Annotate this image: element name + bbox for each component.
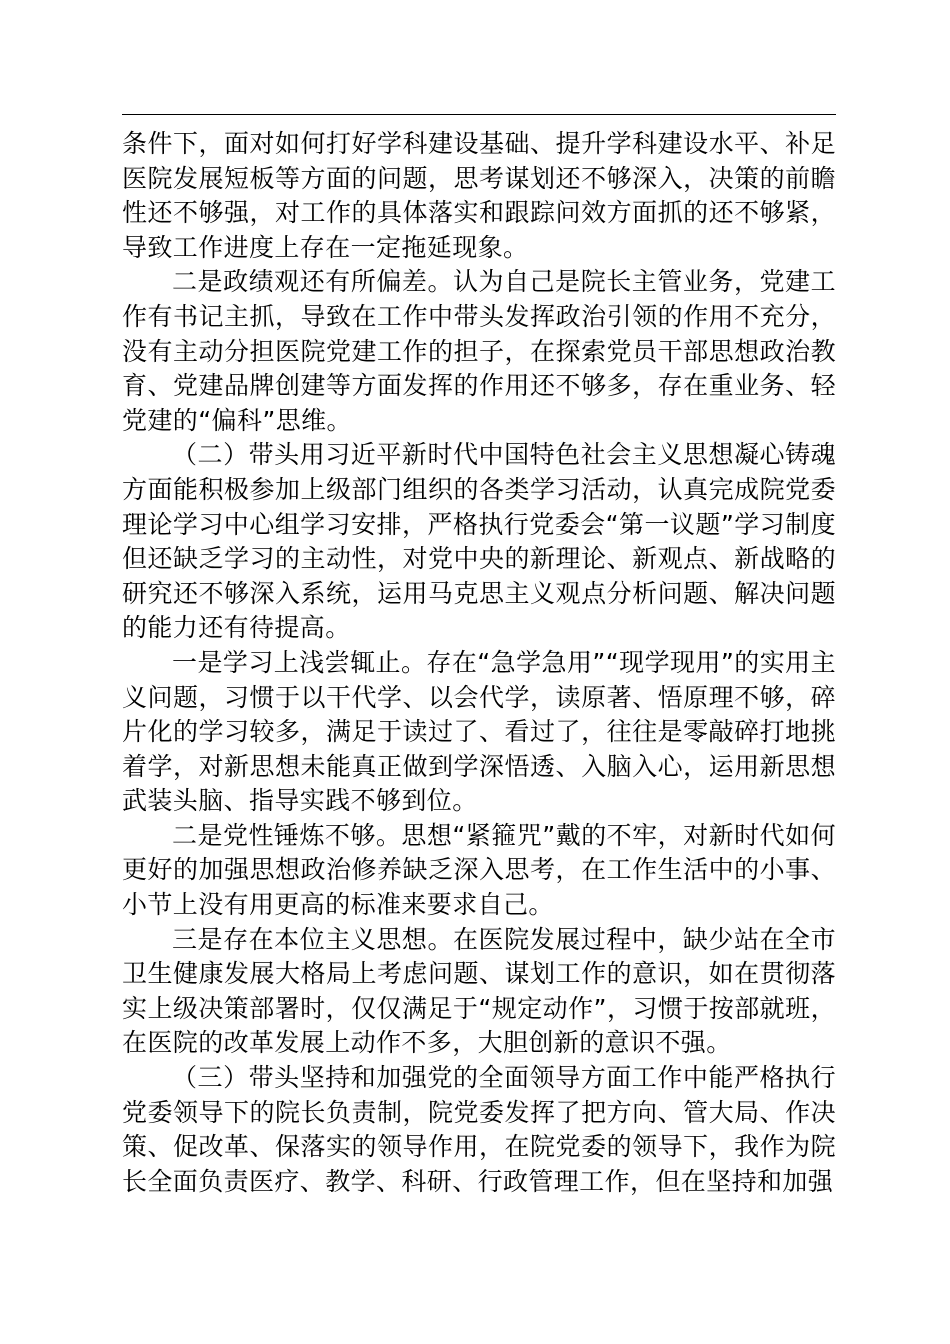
paragraph-study: 一是学习上浅尝辄止。存在“急学急用”“现学现用”的实用主义问题，习惯于以干代学、以会代学，读原著、悟原理不够，碎片化的学习较多，满足于读过了、看过了，往往是零敲碎打地挑着学，对新思想未能真正做到学深悟透、入脑入心，运用新思想武装头脑、指导实践不够到位。 [122,647,836,816]
paragraph-political-view: 二是政绩观还有所偏差。认为自己是院长主管业务，党建工作有书记主抓，导致在工作中带头发挥政治引领的作用不充分，没有主动分担医院党建工作的担子，在探索党员干部思想政治教育、党建品牌创建等方面发挥的作用还不够多，存在重业务、轻党建的“偏科”思维。 [122,267,836,435]
paragraph-section-2: （二）带头用习近平新时代中国特色社会主义思想凝心铸魂方面能积极参加上级部门组织的各类学习活动，认真完成院党委理论学习中心组学习安排，严格执行党委会“第一议题”学习制度但还缺乏学习的主动性，对党中央的新理论、新观点、新战略的研究还不够深入系统，运用马克思主义观点分析问题、解决问题的能力还有待提高。 [122,440,836,643]
paragraph-continuation: 条件下，面对如何打好学科建设基础、提升学科建设水平、补足医院发展短板等方面的问题，思考谋划还不够深入，决策的前瞻性还不够强，对工作的具体落实和跟踪问效方面抓的还不够紧，导致工作进度上存在一定拖延现象。 [122,129,836,262]
paragraph-departmentalism: 三是存在本位主义思想。在医院发展过程中，缺少站在全市卫生健康发展大格局上考虑问题、谋划工作的意识，如在贯彻落实上级决策部署时，仅仅满足于“规定动作”，习惯于按部就班，在医院的改革发展上动作不多，大胆创新的意识不强。 [122,924,836,1058]
paragraph-party-spirit: 二是党性锤炼不够。思想“紧箍咒”戴的不牢，对新时代如何更好的加强思想政治修养缺乏深入思考，在工作生活中的小事、小节上没有用更高的标准来要求自己。 [122,820,836,920]
paragraph-section-3: （三）带头坚持和加强党的全面领导方面工作中能严格执行党委领导下的院长负责制，院党委发挥了把方向、管大局、作决策、促改革、保落实的领导作用，在院党委的领导下，我作为院长全面负责医疗、教学、科研、行政管理工作，但在坚持和加强 [122,1063,836,1196]
document-body [122,127,836,1199]
header-rule [122,114,836,115]
